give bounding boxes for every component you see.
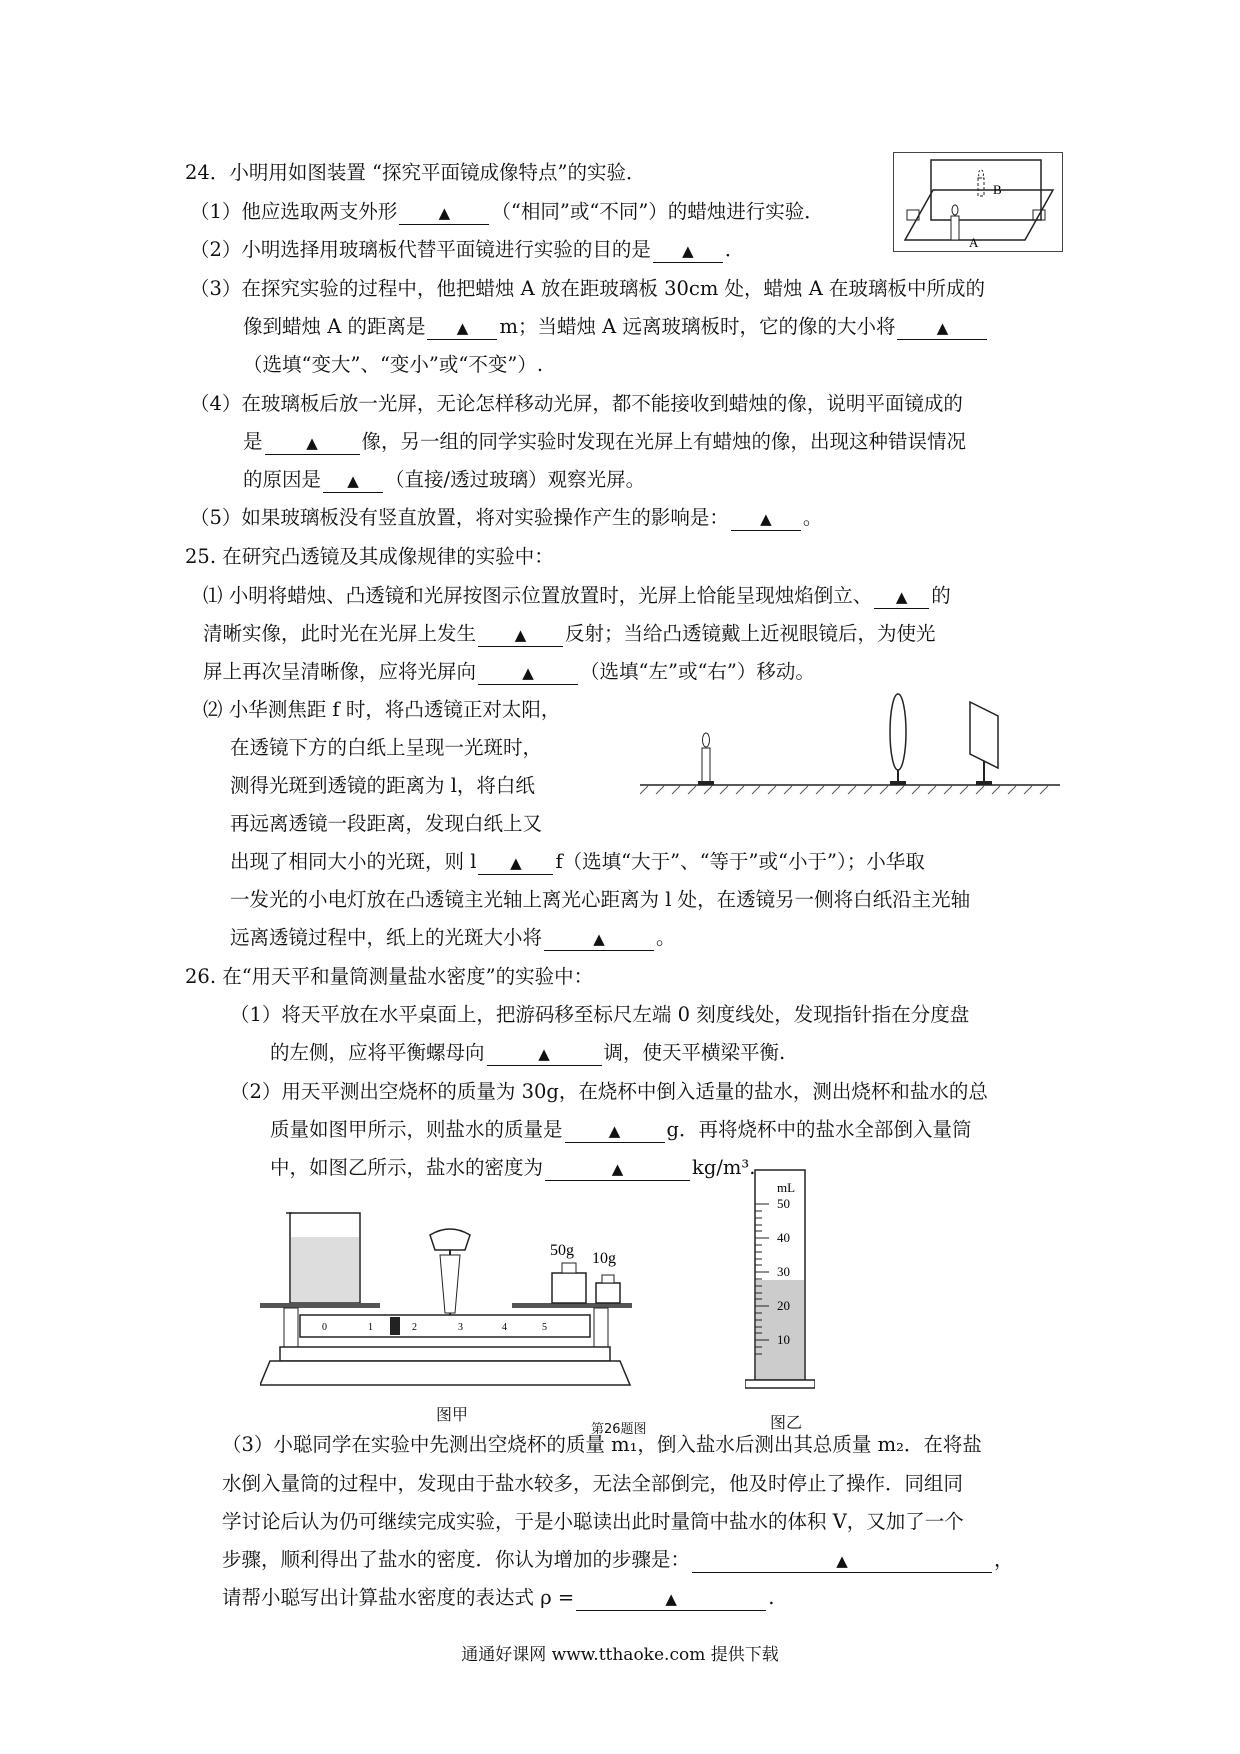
q26-part1-line2: 的左侧，应将平衡螺母向 ▲ 调，使天平横梁平衡.: [270, 1041, 786, 1064]
q25-part2-line5: 出现了相同大小的光斑，则 l ▲ f（选填“大于”、“等于”或“小于”）；小华取: [230, 850, 925, 873]
answer-blank[interactable]: ▲: [427, 316, 497, 340]
q24-part4-line3: 的原因是 ▲ （直接/透过玻璃）观察光屏。: [243, 468, 646, 491]
q26-part1-line1: （1）将天平放在水平桌面上，把游码移至标尺左端 0 刻度线处，发现指针指在分度盘: [230, 1003, 970, 1026]
answer-blank[interactable]: ▲: [478, 851, 553, 875]
answer-blank[interactable]: ▲: [265, 431, 360, 455]
plane-mirror-figure: [893, 152, 1063, 252]
weight-50g-label: 50g: [550, 1242, 574, 1259]
answer-blank[interactable]: ▲: [487, 1042, 602, 1066]
cylinder-unit: mL: [777, 1180, 796, 1195]
q26-part2-line2: 质量如图甲所示，则盐水的质量是 ▲ g．再将烧杯中的盐水全部倒入量筒: [270, 1118, 972, 1141]
q26-part3-line3: 学讨论后认为仍可继续完成实验，于是小聪读出此时量筒中盐水的体积 V，又加了一个: [222, 1510, 964, 1533]
figure-caption-yi: 图乙: [770, 1413, 803, 1432]
q25-part2-line4: 再远离透镜一段距离，发现白纸上又: [230, 812, 543, 835]
svg-text:0: 0: [322, 1322, 327, 1333]
q24-part3-line1: （3）在探究实验的过程中，他把蜡烛 A 放在距玻璃板 30cm 处，蜡烛 A 在玻璃板中所成的: [190, 277, 985, 300]
q25-part2-line7: 远离透镜过程中，纸上的光斑大小将 ▲ 。: [230, 926, 676, 949]
svg-text:5: 5: [542, 1322, 547, 1333]
q25-part1-line1: ⑴ 小明将蜡烛、凸透镜和光屏按图示位置放置时，光屏上恰能呈现烛焰倒立、 ▲ 的: [203, 584, 951, 607]
q24-part3-line2: 像到蜡烛 A 的距离是 ▲ m；当蜡烛 A 远离玻璃板时，它的像的大小将 ▲: [243, 314, 989, 340]
q25-part2-line6: 一发光的小电灯放在凸透镜主光轴上离光心距离为 l 处，在透镜另一侧将白纸沿主光轴: [230, 888, 971, 911]
q24-part2: （2）小明选择用玻璃板代替平面镜进行实验的目的是 ▲ ．: [190, 238, 745, 261]
q24-part3-line3: （选填“变大”、“变小”或“不变”）.: [243, 353, 544, 376]
page-footer: 通通好课网 www.tthaoke.com 提供下载: [461, 1645, 779, 1665]
answer-blank[interactable]: ▲: [544, 927, 654, 951]
answer-blank[interactable]: ▲: [399, 201, 489, 225]
measuring-cylinder-figure: [745, 1160, 815, 1400]
weight-10g-label: 10g: [592, 1250, 616, 1267]
svg-text:4: 4: [502, 1322, 507, 1333]
answer-blank[interactable]: ▲: [565, 1119, 665, 1143]
q24-part1: （1）他应选取两支外形 ▲ （“相同”或“不同”）的蜡烛进行实验．: [190, 200, 824, 223]
q26-part3-line1: （3）小聪同学在实验中先测出空烧杯的质量 m₁，倒入盐水后测出其总质量 m₂．在将盐: [222, 1433, 982, 1456]
answer-blank[interactable]: ▲: [897, 316, 987, 340]
svg-text:3: 3: [458, 1322, 463, 1333]
optical-bench-figure: [640, 690, 1060, 800]
answer-blank[interactable]: ▲: [478, 623, 563, 647]
q24-part4-line1: （4）在玻璃板后放一光屏，无论怎样移动光屏，都不能接收到蜡烛的像，说明平面镜成的: [190, 392, 963, 415]
q24-title: 24．小明用如图装置 “探究平面镜成像特点”的实验．: [185, 161, 646, 184]
q26-part2-line1: （2）用天平测出空烧杯的质量为 30g，在烧杯中倒入适量的盐水，测出烧杯和盐水的总: [230, 1080, 988, 1103]
cylinder-tick-label: 40: [777, 1230, 790, 1245]
q26-part2-line3: 中，如图乙所示，盐水的密度为 ▲ kg/m³.: [270, 1156, 756, 1179]
q25-part2-line3: 测得光斑到透镜的距离为 l，将白纸: [230, 774, 535, 797]
q25-part2-line2: 在透镜下方的白纸上呈现一光斑时，: [230, 736, 543, 759]
q26-part3-line5: 请帮小聪写出计算盐水密度的表达式 ρ = ▲ .: [222, 1586, 775, 1609]
q24-part4-line2: 是 ▲ 像，另一组的同学实验时发现在光屏上有蜡烛的像，出现这种错误情况: [243, 430, 967, 453]
balance-figure: [260, 1195, 640, 1395]
q26-title: 26. 在“用天平和量筒测量盐水密度”的实验中：: [185, 965, 594, 988]
svg-text:2: 2: [412, 1322, 417, 1333]
q25-part1-line2: 清晰实像，此时光在光屏上发生 ▲ 反射；当给凸透镜戴上近视眼镜后，为使光: [203, 622, 936, 645]
figure-caption-jia: 图甲: [436, 1405, 469, 1424]
q25-part1-line3: 屏上再次呈清晰像，应将光屏向 ▲ （选填“左”或“右”）移动。: [203, 660, 815, 683]
answer-blank[interactable]: ▲: [874, 585, 929, 609]
answer-blank[interactable]: ▲: [731, 507, 801, 531]
q26-part3-line2: 水倒入量筒的过程中，发现由于盐水较多，无法全部倒完，他及时停止了操作．同组同: [222, 1472, 964, 1495]
label-a: A: [969, 235, 979, 250]
cylinder-tick-label: 50: [777, 1196, 790, 1211]
figure-caption-number: 第26题图: [591, 1422, 647, 1437]
cylinder-tick-label: 10: [777, 1332, 790, 1347]
answer-blank[interactable]: ▲: [692, 1549, 992, 1573]
svg-text:1: 1: [368, 1322, 373, 1333]
answer-blank[interactable]: ▲: [545, 1157, 690, 1181]
answer-blank[interactable]: ▲: [478, 661, 578, 685]
cylinder-tick-label: 30: [777, 1264, 790, 1279]
label-b: B: [993, 182, 1002, 197]
q26-part3-line4: 步骤，顺利得出了盐水的密度．你认为增加的步骤是： ▲ ，: [222, 1548, 1014, 1571]
q25-title: 25. 在研究凸透镜及其成像规律的实验中：: [185, 545, 554, 568]
answer-blank[interactable]: ▲: [323, 469, 383, 493]
q25-part2-line1: ⑵ 小华测焦距 f 时，将凸透镜正对太阳，: [203, 698, 561, 721]
cylinder-tick-label: 20: [777, 1298, 790, 1313]
answer-blank[interactable]: ▲: [576, 1587, 766, 1611]
q24-part5: （5）如果玻璃板没有竖直放置，将对实验操作产生的影响是： ▲ 。: [190, 506, 823, 529]
answer-blank[interactable]: ▲: [653, 239, 723, 263]
